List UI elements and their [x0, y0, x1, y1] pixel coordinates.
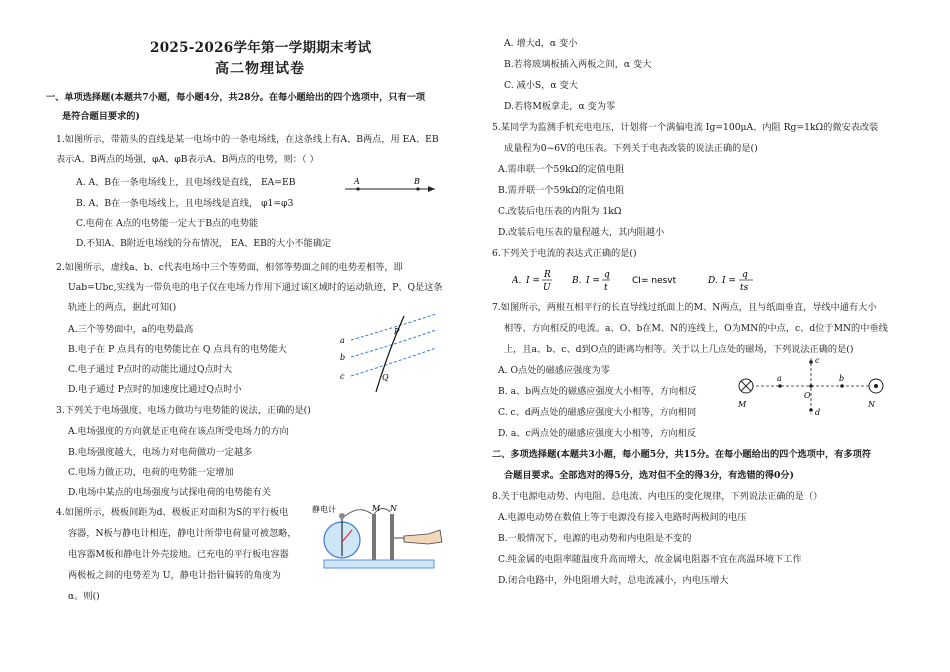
- q2-option-b: B.电子在 P 点具有的电势能比在 Q 点具有的电势能大: [68, 344, 287, 355]
- point-o: [809, 384, 813, 388]
- q6-stem: 6.下列关于电流的表达式正确的是(): [492, 248, 637, 259]
- exam-subtitle: 高二物理试卷: [215, 61, 305, 77]
- q5-option-d: D.改装后电压表的量程越大，其内阻越小: [498, 227, 665, 238]
- q8-option-b: B.一般情况下，电源的电动势和内电阻是不变的: [498, 533, 692, 544]
- q2-option-c: C.电子通过 P点时的动能比通过Q点时大: [68, 364, 233, 375]
- q6-d-den: ts: [740, 283, 749, 293]
- label-n: N: [868, 400, 875, 409]
- q4-electrometer-figure: [308, 500, 448, 578]
- q3-option-d: D.电场中某点的电场强度与试探电荷的电势能有关: [68, 487, 271, 498]
- q1-stem-cont: 表示A、B两点的场强，φA、φB表示A、B两点的电势，则：（ ）: [56, 154, 319, 165]
- q3-option-a: A.电场强度的方向就是正电荷在该点所受电场力的方向: [68, 426, 289, 437]
- base-stand: [324, 560, 434, 568]
- q4-stem: 4.如图所示，极板间距为d、极板正对面积为S的平行板电: [56, 507, 289, 518]
- q6-b-den: t: [604, 283, 608, 293]
- dot-center: [874, 384, 878, 388]
- q1-stem: 1.如图所示，带箭头的直线是某一电场中的一条电场线，在这条线上有A、B两点，用 EA、EB: [56, 134, 439, 145]
- q6-b-num: q: [604, 270, 610, 280]
- label-c: c: [340, 372, 345, 381]
- section1-heading-cont: 是符合题目要求的): [62, 111, 140, 122]
- q2-stem-cont2: 轨迹上的两点，据此可知(): [68, 302, 177, 313]
- q1-option-d: D.不知A、B附近电场线的分布情况， EA、EB的大小不能确定: [76, 238, 332, 249]
- q2-option-d: D.电子通过 P点时的加速度比通过Q点时小: [68, 384, 242, 395]
- electrometer-knob: [339, 513, 345, 519]
- q1-field-line-figure: [340, 176, 440, 198]
- equipotential-c: [351, 348, 436, 376]
- q5-option-a: A.需串联一个59kΩ的定值电阻: [498, 164, 625, 175]
- point-d: [809, 408, 813, 412]
- q4-stem-cont2: 电容器M板和静电计外壳接地。已充电的平行板电容器: [68, 549, 289, 560]
- label-b: b: [839, 374, 845, 383]
- q7-option-b: B. a、b两点处的磁感应强度大小相等，方向相反: [498, 386, 697, 397]
- q4-stem-cont3: 两极板之间的电势差为 U，静电计指针偏转的角度为: [68, 570, 281, 581]
- q4-stem-cont: 容器，N板与静电计相连，静电计所带电荷量可被忽略，: [68, 528, 297, 539]
- q2-stem-cont: Uab=Ubc,实线为一带负电的电子仅在电场力作用下通过该区域时的运动轨迹，P、Q是这条: [68, 282, 443, 293]
- q3-option-c: C.电场力做正功，电荷的电势能一定增加: [68, 467, 234, 478]
- q3-option-b: B.电场强度越大，电场力对电荷做功一定越多: [68, 447, 253, 458]
- field-line-arrow: [428, 186, 435, 192]
- q7-option-d: D. a、c两点处的磁感应强度大小相等，方向相反: [498, 428, 697, 439]
- q8-option-a: A.电源电动势在数值上等于电源没有接入电路时两极间的电压: [498, 512, 747, 523]
- q5-stem-cont: 成量程为0~6V的电压表。下列关于电表改装的说法正确的是(): [504, 143, 758, 154]
- q1-option-c: C.电荷在 A点的电势能一定大于B点的电势能: [76, 218, 259, 229]
- q3-stem: 3.下列关于电场强度、电场力做功与电势能的说法，正确的是(): [56, 405, 311, 416]
- q7-wires-figure: [728, 352, 898, 422]
- section2-heading-cont: 合题目要求。全部选对的得5分，选对但不全的得3分，有选错的得0分): [504, 470, 794, 481]
- label-a: A: [354, 177, 360, 186]
- label-q: Q: [382, 373, 389, 382]
- label-b: b: [340, 353, 346, 362]
- q5-option-b: B.需并联一个59kΩ的定值电阻: [498, 185, 625, 196]
- q8-option-c: C.纯金属的电阻率随温度升高而增大，故金属电阻器不宜在高温环境下工作: [498, 554, 802, 565]
- q7-stem: 7.如图所示，两根互相平行的长直导线过纸面上的M、N两点，且与纸面垂直，导线中通有大小: [492, 302, 877, 313]
- q6-d-label: D.: [708, 276, 718, 286]
- q4-stem-cont4: α。则(): [68, 591, 100, 602]
- label-n: N: [390, 504, 397, 513]
- q7-stem-cont2: 上，且a、b、c、d到O点的距离均相等。关于以上几点处的磁场，下列说法正确的是(): [504, 344, 854, 355]
- label-a: a: [777, 374, 782, 383]
- q4-option-c: C. 减小S，α 变大: [504, 80, 578, 91]
- q6-a-num: R: [544, 270, 551, 280]
- q4-option-b: B.若将玻璃板插入两板之间，α 变大: [504, 59, 652, 70]
- q4-option-d: D.若将M板拿走，α 变为零: [504, 101, 616, 112]
- label-p: P: [394, 327, 400, 336]
- q2-stem: 2.如图所示，虚线a、b、c代表电场中三个等势面，相邻等势面之间的电势差相等，即: [56, 262, 403, 273]
- q6-b-label: B.: [572, 276, 582, 286]
- label-c: c: [815, 356, 820, 365]
- q7-option-c: C. c、d两点处的磁感应强度大小相等，方向相同: [498, 407, 697, 418]
- q1-option-a: A. A、B在一条电场线上，且电场线是直线， EA=EB: [76, 177, 296, 188]
- q2-option-a: A.三个等势面中，a的电势最高: [68, 324, 194, 335]
- q4-option-a: A. 增大d，α 变小: [504, 38, 578, 49]
- q8-stem: 8.关于电源电动势、内电阻、总电流、内电压的变化规律，下列说法正确的是（）: [492, 491, 823, 502]
- point-a: [778, 384, 782, 388]
- plate-m: [372, 514, 376, 560]
- label-m: M: [372, 504, 381, 513]
- label-b: B: [414, 177, 420, 186]
- point-b: [840, 384, 844, 388]
- q1-option-b: B. A、B在一条电场线上，且电场线是直线， φ1=φ3: [76, 198, 294, 209]
- electrometer-label: 静电计: [312, 505, 336, 514]
- q6-b-lhs: I =: [586, 276, 600, 286]
- q6-option-c: CI= nesvt: [632, 276, 677, 286]
- q6-a-label: A.: [512, 276, 522, 286]
- label-m: M: [738, 400, 747, 409]
- q2-equipotential-figure: [336, 312, 446, 394]
- plate-n: [390, 514, 394, 560]
- q6-a-den: U: [543, 283, 551, 293]
- q6-a-lhs: I =: [526, 276, 540, 286]
- q5-option-c: C.改装后电压表的内阻为 1kΩ: [498, 206, 622, 217]
- point-c: [809, 360, 813, 364]
- connecting-wire: [345, 509, 390, 517]
- q6-formula-options: [512, 266, 772, 294]
- section1-heading: 一、单项选择题(本题共7小题，每小题4分，共28分。在每小题给出的四个选项中，只有一项: [46, 92, 426, 103]
- exam-title: 2025-2026学年第一学期期末考试: [150, 40, 372, 56]
- q7-stem-cont: 相等、方向相反的电流。a、O、b在M、N的连线上，O为MN的中点，c、d位于MN的中垂线: [504, 323, 888, 334]
- q8-option-d: D.闭合电路中，外电阻增大时，总电流减小，内电压增大: [498, 575, 729, 586]
- q7-option-a: A. O点处的磁感应强度为零: [498, 365, 610, 376]
- electron-trajectory: [376, 316, 404, 392]
- point-a: [356, 187, 359, 190]
- q6-d-num: q: [742, 270, 748, 280]
- q5-stem: 5.某同学为监测手机充电电压，计划将一个满偏电流 Ig=100μA、内阻 Rg=1kΩ的微安表改装: [492, 122, 879, 133]
- label-a: a: [340, 336, 345, 345]
- label-o: O: [804, 391, 811, 400]
- hand-holder: [404, 530, 442, 544]
- point-b: [416, 187, 419, 190]
- label-d: d: [815, 408, 821, 417]
- q6-d-lhs: I =: [722, 276, 736, 286]
- section2-heading: 二、多项选择题(本题共3小题，每小题5分，共15分。在每小题给出的四个选项中，有多项符: [492, 449, 872, 460]
